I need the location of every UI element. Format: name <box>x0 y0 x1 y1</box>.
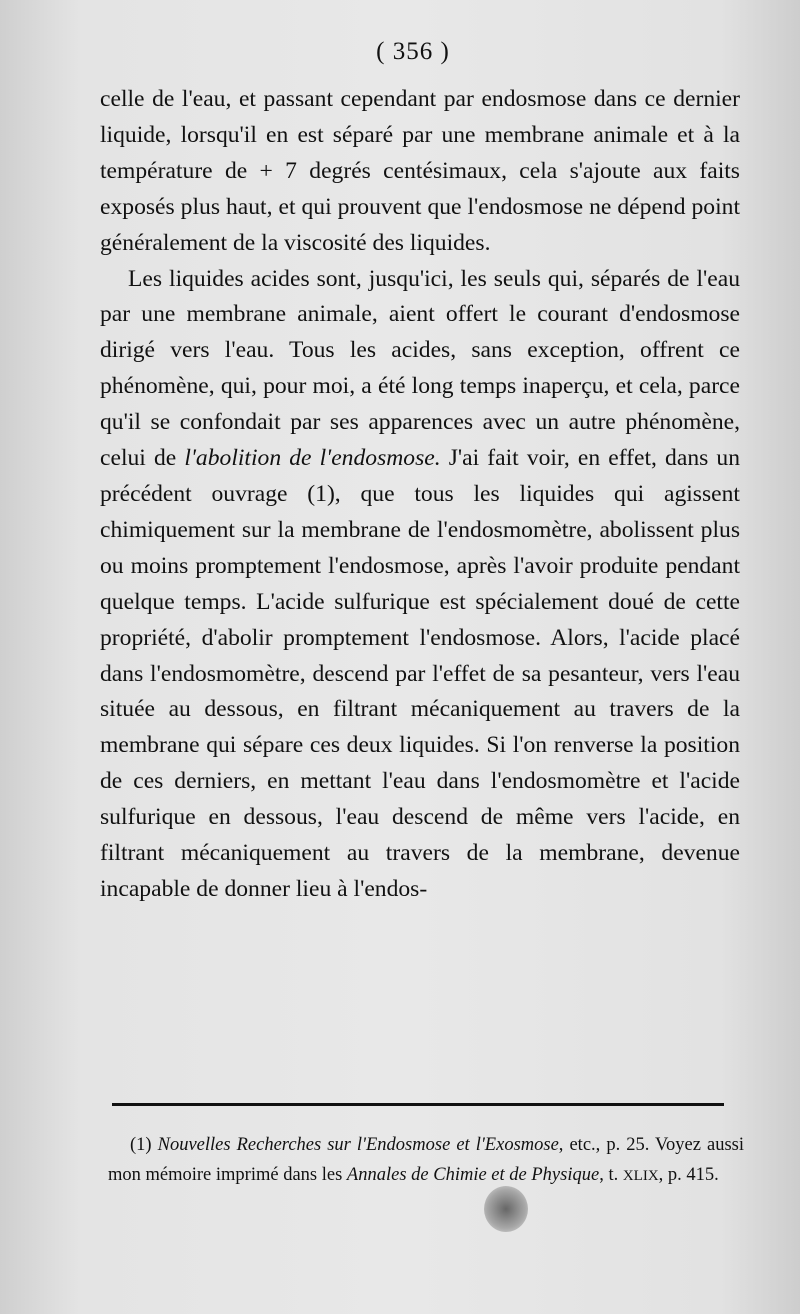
footnote-marker: (1) <box>130 1135 152 1155</box>
paragraph-2-text-a: Les liquides acides sont, jusqu'ici, les seuls qui, séparés de l'eau par une membrane animale, aient offert le courant d'endosmose dirigé vers l'eau. Tous les acides, sans exception, offrent ce phénomène, qui, pour moi, a été long temps inaperçu, et cela, parce qu'il se confondait par ses apparences avec un autre phénomène, celui de <box>100 265 740 472</box>
footnote <box>108 1130 744 1191</box>
footnote-journal: Annales de Chimie et de Physique <box>346 1165 600 1185</box>
page-number: ( 356 ) <box>376 38 450 65</box>
footnote-page-ref: , p. 415. <box>658 1165 719 1185</box>
paragraph-2 <box>100 262 740 908</box>
ink-blot <box>484 1186 528 1232</box>
paragraph-2-italic: l'abolition de l'endosmose. <box>184 445 441 472</box>
footnote-tome-prefix: , t. <box>599 1165 623 1185</box>
paragraph-2-text-b: J'ai fait voir, en effet, dans un précédent ouvrage (1), que tous les liquides qui agissent chimiquement sur la membrane de l'endosmomètre, abolissent plus ou moins promptement l'endosmose, après l'avoir produite pendant quelque temps. L'acide sulfurique est spécialement doué de cette propriété, d'abolir promptement l'endosmose. Alors, l'acide placé dans l'endosmomètre, descend par l'effet de sa pesanteur, vers l'eau située au dessous, en filtrant mécaniquement au travers de la membrane qui sépare ces deux liquides. Si l'on renverse la position de ces derniers, en mettant l'eau dans l'endosmomètre et l'acide sulfurique en dessous, l'eau descend de même vers l'acide, en filtrant mécaniquement au travers de la membrane, devenue incapable de donner lieu à l'endos- <box>100 445 740 902</box>
paragraph-1: celle de l'eau, et passant cependant par endosmose dans ce dernier liquide, lorsqu'il en est séparé par une membrane animale et à la température de + 7 degrés centésimaux, cela s'ajoute aux faits exposés plus haut, et qui prouvent que l'endosmose ne dépend point généralement de la viscosité des liquides. <box>100 86 740 256</box>
footnote-middle: , etc., p. 25. Voyez aussi mon mémoire imprimé dans les <box>108 1135 744 1185</box>
footnote-divider <box>112 1103 724 1106</box>
footnote-tome: XLIX <box>622 1168 659 1184</box>
main-text <box>100 82 740 908</box>
footnote-title: Nouvelles Recherches sur l'Endosmose et l'Exosmose <box>157 1135 559 1155</box>
footnote-text <box>108 1130 744 1191</box>
